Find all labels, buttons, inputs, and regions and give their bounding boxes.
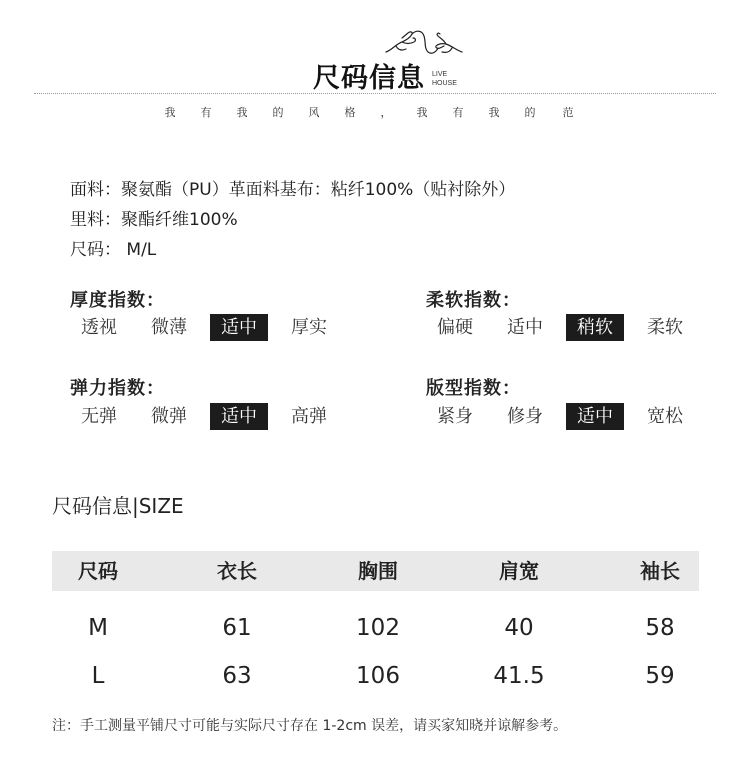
thickness-option-selected: 适中	[210, 314, 268, 341]
table-header-cell: 胸围	[358, 559, 398, 583]
measurement-note: 注：手工测量平铺尺寸可能与实际尺寸存在 1-2cm 误差，请买家知晓并谅解参考。	[52, 718, 568, 734]
brand-sub-line1: LIVE	[432, 71, 448, 78]
slogan-char: 我	[236, 106, 248, 119]
slogan-char: 风	[308, 106, 320, 119]
fit-option: 修身	[507, 406, 543, 427]
brand-subtitle	[432, 70, 457, 88]
slogan-char: 我	[164, 106, 176, 119]
fit-option: 紧身	[437, 406, 473, 427]
fit-option: 宽松	[647, 406, 683, 427]
table-cell: 59	[645, 663, 675, 689]
thickness-option: 厚实	[291, 317, 327, 338]
slogan-char: 的	[524, 106, 536, 119]
elasticity-index-title: 弹力指数：	[70, 378, 165, 399]
slogan-char: 格	[344, 106, 356, 119]
size-table-header	[52, 551, 699, 591]
slogan-char: 我	[488, 106, 500, 119]
table-cell: 40	[504, 615, 534, 641]
table-cell: 63	[222, 663, 252, 689]
softness-option: 适中	[507, 317, 543, 338]
table-header-cell: 衣长	[217, 559, 257, 583]
table-cell: 61	[222, 615, 252, 641]
fit-option-selected: 适中	[566, 403, 624, 430]
slogan-char: 的	[272, 106, 284, 119]
fit-index-title: 版型指数：	[426, 378, 521, 399]
elasticity-option: 无弹	[81, 406, 117, 427]
table-cell: M	[88, 615, 108, 641]
softness-index-title: 柔软指数：	[426, 290, 521, 311]
thickness-option: 透视	[81, 317, 117, 338]
thickness-option: 微薄	[151, 317, 187, 338]
thickness-index-title: 厚度指数：	[70, 290, 165, 311]
size-info: 尺码： M/L	[70, 240, 157, 260]
size-section-title: 尺码信息|SIZE	[52, 494, 184, 518]
slogan-char: 有	[452, 106, 464, 119]
table-header-cell: 袖长	[640, 559, 680, 583]
softness-option-selected: 稍软	[566, 314, 624, 341]
softness-option: 柔软	[647, 317, 683, 338]
elasticity-option: 高弹	[291, 406, 327, 427]
table-cell: 58	[645, 615, 675, 641]
page-title: 尺码信息	[313, 63, 425, 94]
fabric-info: 面料：聚氨酯（PU）革面料基布：粘纤100%（贴衬除外）	[70, 180, 516, 200]
table-cell: 41.5	[493, 663, 545, 689]
table-header-cell: 尺码	[78, 559, 118, 583]
table-cell: 106	[356, 663, 400, 689]
dotted-divider	[34, 93, 716, 94]
slogan	[0, 104, 750, 120]
elasticity-option: 微弹	[151, 406, 187, 427]
slogan-char: 有	[200, 106, 212, 119]
softness-option: 偏硬	[437, 317, 473, 338]
elasticity-option-selected: 适中	[210, 403, 268, 430]
slogan-char: 我	[416, 106, 428, 119]
lining-info: 里料：聚酯纤维100%	[70, 210, 238, 230]
slogan-char: 范	[562, 106, 574, 119]
brand-sub-line2: HOUSE	[432, 80, 457, 87]
table-header-cell: 肩宽	[499, 559, 539, 583]
table-cell: L	[91, 663, 105, 689]
slogan-char: ，	[380, 106, 392, 119]
table-cell: 102	[356, 615, 400, 641]
